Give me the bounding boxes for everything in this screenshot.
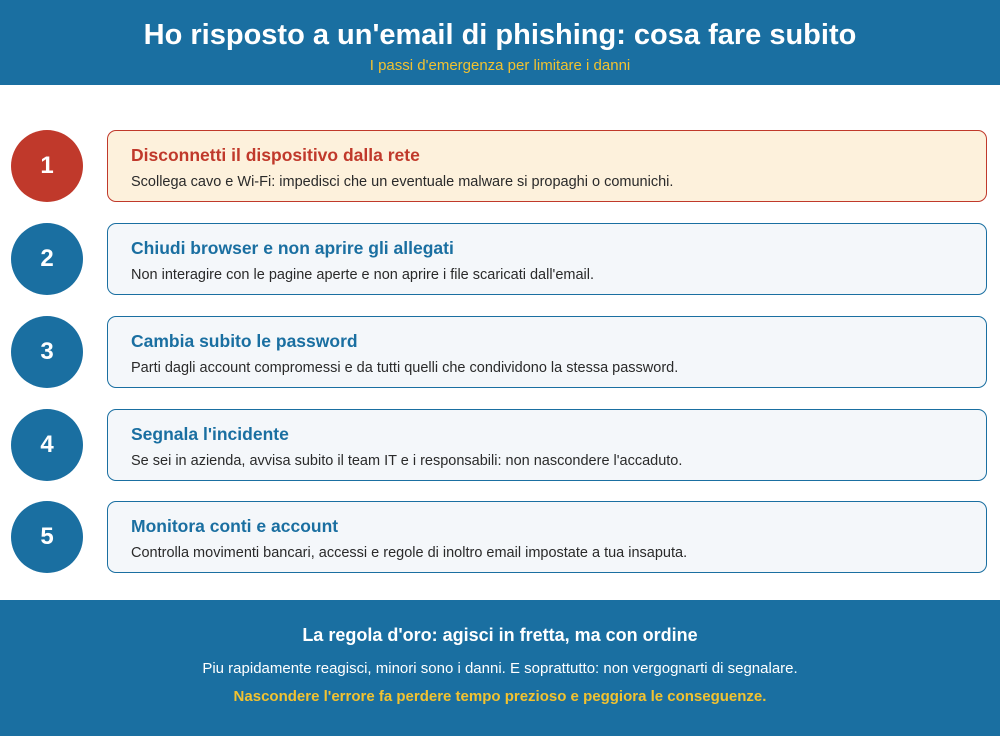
step-card xyxy=(107,316,987,388)
step-description: Scollega cavo e Wi-Fi: impedisci che un eventuale malware si propaghi o comunichi. xyxy=(131,174,674,190)
step-card xyxy=(107,501,987,573)
step-description: Se sei in azienda, avvisa subito il team IT e i responsabili: non nascondere l'accaduto. xyxy=(131,453,683,469)
step-3 xyxy=(0,315,1000,389)
step-title: Chiudi browser e non aprire gli allegati xyxy=(131,238,454,258)
step-description: Controlla movimenti bancari, accessi e regole di inoltro email impostate a tua insaputa. xyxy=(131,545,688,561)
golden-rule-title: La regola d'oro: agisci in fretta, ma con ordine xyxy=(302,625,698,645)
step-number-badge: 5 xyxy=(11,501,83,573)
footer-banner xyxy=(0,600,1000,736)
step-title: Monitora conti e account xyxy=(131,516,339,536)
page-title: Ho risposto a un'email di phishing: cosa fare subito xyxy=(143,19,857,51)
step-number-badge: 3 xyxy=(11,316,83,388)
step-4 xyxy=(0,408,1000,482)
step-title: Disconnetti il dispositivo dalla rete xyxy=(131,145,420,165)
step-card xyxy=(107,223,987,295)
golden-rule-warning: Nascondere l'errore fa perdere tempo prezioso e peggiora le conseguenze. xyxy=(233,688,767,705)
step-5 xyxy=(0,500,1000,574)
step-number-badge: 2 xyxy=(11,223,83,295)
step-title: Segnala l'incidente xyxy=(131,424,289,444)
page-subtitle: I passi d'emergenza per limitare i danni xyxy=(369,57,631,74)
step-2 xyxy=(0,222,1000,296)
step-description: Parti dagli account compromessi e da tutti quelli che condividono la stessa password. xyxy=(131,360,679,376)
step-1 xyxy=(0,129,1000,203)
step-title: Cambia subito le password xyxy=(131,331,358,351)
step-number-badge: 4 xyxy=(11,409,83,481)
step-card xyxy=(107,130,987,202)
step-number-badge: 1 xyxy=(11,130,83,202)
golden-rule-text: Piu rapidamente reagisci, minori sono i danni. E soprattutto: non vergognarti di segnalare. xyxy=(202,660,798,677)
header-banner xyxy=(0,0,1000,85)
step-card xyxy=(107,409,987,481)
step-description: Non interagire con le pagine aperte e non aprire i file scaricati dall'email. xyxy=(131,267,594,283)
